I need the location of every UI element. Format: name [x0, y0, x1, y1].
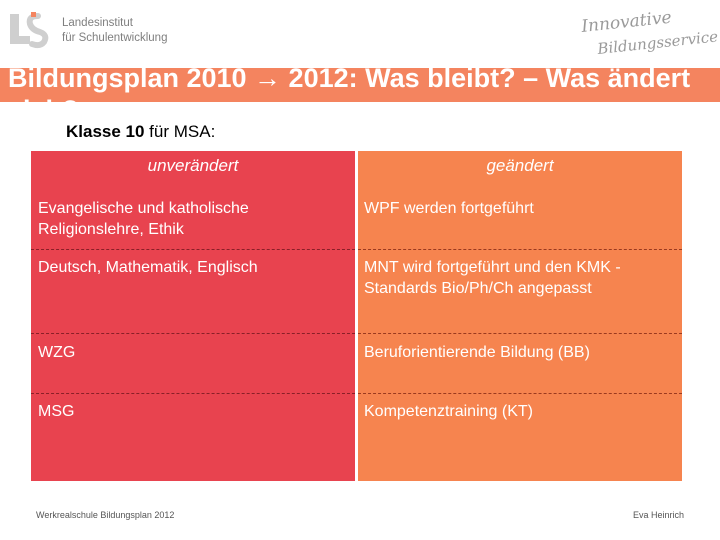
- footer-left: Werkrealschule Bildungsplan 2012: [36, 510, 175, 520]
- row-divider: [31, 393, 355, 394]
- header-changed: geändert: [486, 156, 554, 175]
- institute-name: [62, 16, 167, 46]
- row-divider: [358, 393, 682, 394]
- cell-changed-4: Kompetenztraining (KT): [364, 403, 533, 420]
- footer-right: Eva Heinrich: [632, 510, 684, 520]
- cell-changed-3: Beruforientierende Bildung (BB): [364, 344, 590, 361]
- header-unchanged: unverändert: [147, 156, 239, 175]
- row-divider: [31, 333, 355, 334]
- svg-text:Innovative: Innovative: [580, 7, 673, 37]
- cell-changed-1: WPF werden fortgeführt: [364, 200, 534, 217]
- slide-title: Bildungsplan 2010 → 2012: Was bleibt? – Was ändert sich?: [8, 63, 691, 125]
- cell-unchanged-3: WZG: [38, 344, 76, 361]
- institute-name-line1: Landesinstitut: [62, 17, 133, 29]
- cell-unchanged-4: MSG: [38, 403, 75, 420]
- institute-logo: [8, 10, 178, 52]
- subtitle-bold: Klasse 10: [66, 122, 145, 141]
- row-divider: [358, 249, 682, 250]
- cell-unchanged-1: Evangelische und katholische Religionslehre, Ethik: [38, 200, 249, 238]
- institute-name-line2: für Schulentwicklung: [62, 32, 168, 44]
- row-divider: [31, 249, 355, 250]
- slide-subtitle: [66, 122, 215, 142]
- cell-changed-2: MNT wird fortgeführt und den KMK -Standards Bio/Ph/Ch angepasst: [364, 259, 621, 297]
- subtitle-rest: für MSA:: [144, 122, 216, 141]
- cell-unchanged-2: Deutsch, Mathematik, Englisch: [38, 259, 258, 276]
- svg-text:Bildungsservice: Bildungsservice: [596, 27, 719, 58]
- ls-logo-icon: [8, 10, 56, 50]
- row-divider: [358, 333, 682, 334]
- bildungsservice-logo: [578, 7, 719, 58]
- title-bar: [0, 63, 720, 125]
